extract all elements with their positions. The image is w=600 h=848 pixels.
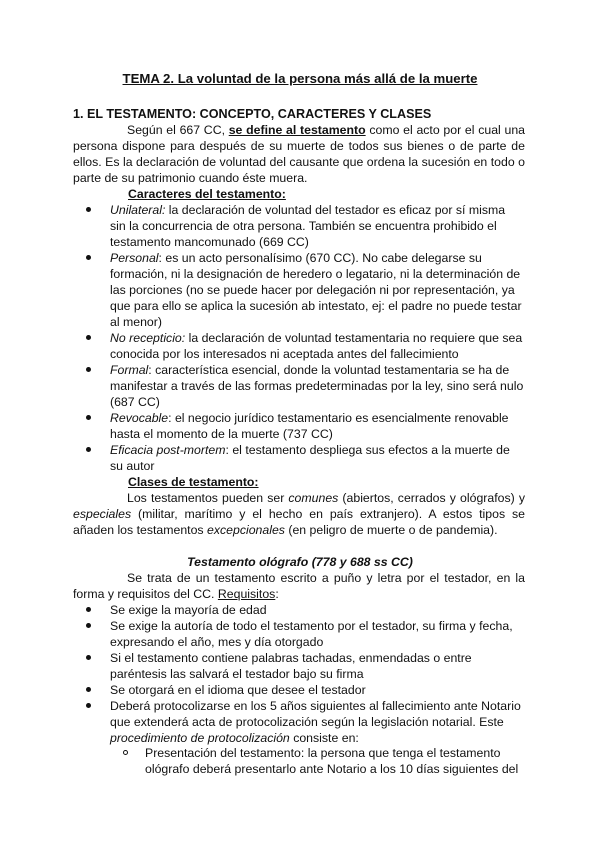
term-text: : el negocio jurídico testamentario es esencialmente renovable hasta el momento de la muerte (737 CC) — [110, 411, 509, 441]
list-item — [118, 745, 526, 777]
term-text: : el testamento despliega sus efectos a la muerte de su autor — [110, 443, 510, 473]
requisito-text: Se exige la mayoría de edad — [110, 603, 267, 617]
intro-paragraph — [73, 122, 525, 186]
clases-comunes: comunes — [288, 491, 339, 505]
list-item — [82, 250, 524, 330]
circle-bullet-icon — [123, 750, 128, 755]
term: Revocable — [110, 411, 169, 425]
bullet-icon — [86, 415, 91, 420]
list-item — [82, 650, 524, 682]
list-item — [82, 682, 524, 698]
clases-text-b: (abiertos, cerrados y ológrafos) y — [338, 491, 525, 505]
page-title: TEMA 2. La voluntad de la persona más allá de la muerte — [122, 71, 478, 86]
term-text: la declaración de voluntad testamentaria no requiere que sea conocida por los interesados ni aceptada antes del fallecimiento — [110, 331, 523, 361]
section-heading: 1. EL TESTAMENTO: CONCEPTO, CARACTERES Y CLASES — [73, 107, 432, 121]
intro-text-b: como el acto por el cual una persona dispone para después de su muerte de todos sus bienes o de parte de ellos. Es la declaración de voluntad del causante que ordena la sucesión en todo o parte de su patrimonio cuando éste muera. — [73, 123, 525, 185]
list-item — [82, 410, 524, 442]
bullet-icon — [86, 335, 91, 340]
list-item — [82, 602, 524, 618]
bullet-icon — [86, 367, 91, 372]
list-item — [82, 330, 524, 362]
caracteres-list — [82, 202, 524, 474]
term: Formal — [110, 363, 149, 377]
requisito-text: Se otorgará en el idioma que desee el testador — [110, 683, 366, 697]
intro-definition: se define al testamento — [228, 123, 366, 137]
bullet-icon — [86, 255, 91, 260]
list-item — [82, 698, 524, 746]
list-item — [82, 362, 524, 410]
clases-heading: Clases de testamento: — [128, 475, 259, 489]
caracteres-heading: Caracteres del testamento: — [128, 187, 286, 201]
clases-paragraph — [73, 490, 525, 538]
requisitos-label: Requisitos — [217, 587, 276, 601]
procedimiento-list — [118, 745, 526, 777]
clases-text-d: (en peligro de muerte o de pandemia). — [284, 523, 498, 537]
olografo-paragraph — [73, 570, 525, 602]
term: No recepticio: — [110, 331, 186, 345]
bullet-icon — [86, 607, 91, 612]
intro-text-a: Según el 667 CC, — [127, 123, 229, 137]
bullet-icon — [86, 655, 91, 660]
term-text: : característica esencial, donde la voluntad testamentaria se ha de manifestar a través de las formas predeterminadas por la ley, sino será nulo (687 CC) — [110, 363, 524, 409]
term-text: la declaración de voluntad del testador es eficaz por sí misma sin la concurrencia de otra persona. También se encuentra prohibido el testamento mancomunado (669 CC) — [110, 203, 506, 249]
requisito-text: Deberá protocolizarse en los 5 años siguientes al fallecimiento ante Notario que extenderá acta de protocolización según la legislación notarial. Este — [110, 699, 521, 729]
term: Eficacia post-mortem — [110, 443, 226, 457]
clases-text-c: (militar, marítimo y el hecho en país extranjero). A estos tipos se añaden los testamentos — [73, 507, 525, 537]
term-text: : es un acto personalísimo (670 CC). No cabe delegarse su formación, ni la designación de heredero o legatario, ni la determinación de las porciones (no se puede hacer por delegación ni por representación, ya que para ello se aplica la sucesión ab intestato, ej: el padre no puede testar al menor) — [110, 251, 522, 329]
requisito-text: Si el testamento contiene palabras tachadas, enmendadas o entre paréntesis las salvará el testador bajo su firma — [110, 651, 472, 681]
bullet-icon — [86, 687, 91, 692]
bullet-icon — [86, 447, 91, 452]
requisito-text-end: consiste en: — [289, 731, 359, 745]
term: Unilateral: — [110, 203, 166, 217]
list-item — [82, 442, 524, 474]
clases-text-a: Los testamentos pueden ser — [127, 491, 289, 505]
list-item — [82, 202, 524, 250]
bullet-icon — [86, 623, 91, 628]
olografo-text-b: : — [275, 587, 279, 601]
bullet-icon — [86, 703, 91, 708]
requisitos-list — [82, 602, 524, 746]
olografo-heading: Testamento ológrafo (778 y 688 ss CC) — [187, 555, 413, 569]
clases-especiales: especiales — [73, 507, 132, 521]
clases-excepcionales: excepcionales — [207, 523, 285, 537]
bullet-icon — [86, 207, 91, 212]
term: Personal — [110, 251, 159, 265]
list-item — [82, 618, 524, 650]
requisito-text: Se exige la autoría de todo el testamento por el testador, su firma y fecha, expresando el año, mes y día otorgado — [110, 619, 513, 649]
procedimiento-label: procedimiento de protocolización — [110, 731, 290, 745]
procedimiento-text: Presentación del testamento: la persona que tenga el testamento ológrafo deberá presentarlo ante Notario a los 10 días siguientes del — [145, 746, 519, 776]
olografo-text-a: Se trata de un testamento escrito a puño y letra por el testador, en la forma y requisitos del CC. — [73, 571, 525, 601]
